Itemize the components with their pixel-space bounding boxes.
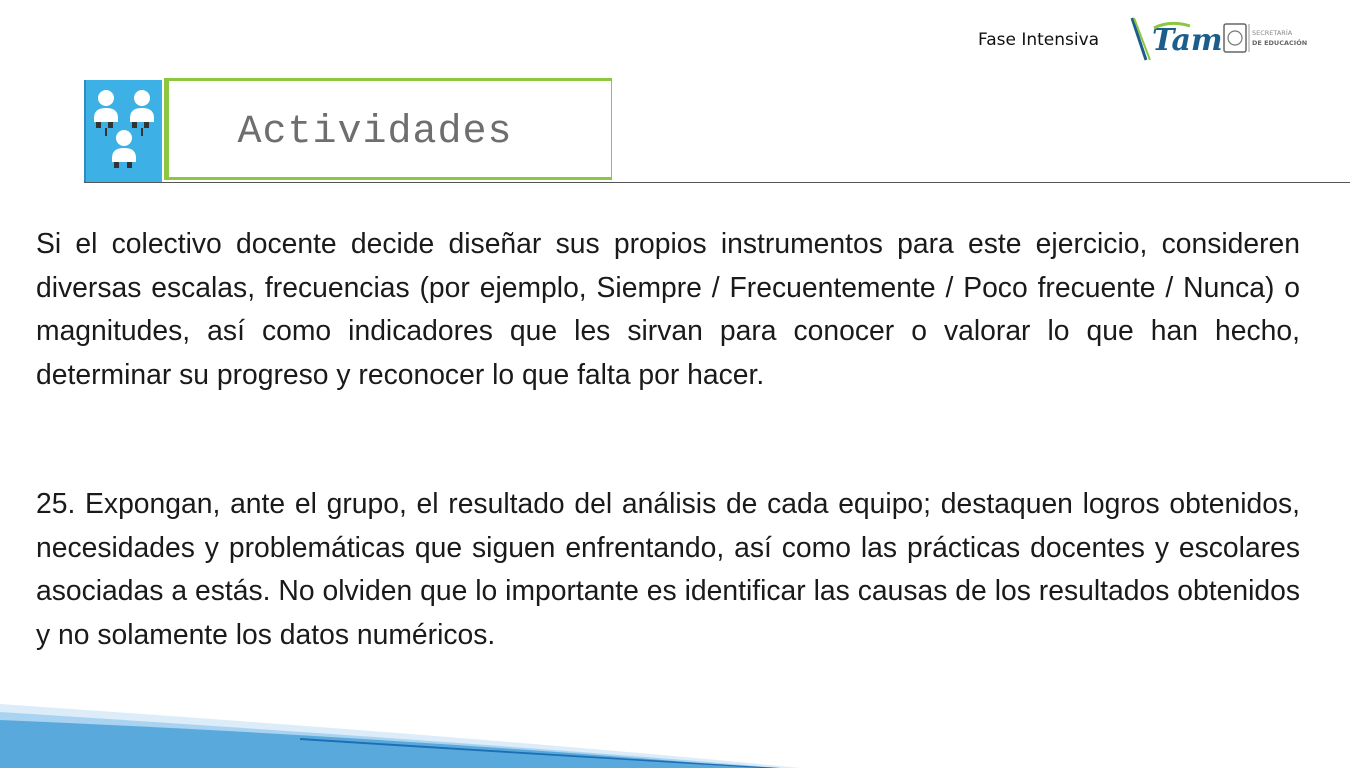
people-group-icon [86,80,162,182]
header-divider [84,182,1350,183]
tam-logo-icon [1130,14,1310,66]
people-group-icon-box [84,80,162,182]
phase-label: Fase Intensiva [978,30,1100,50]
section-title-inner [169,81,611,177]
section-title: Actividades [237,109,513,155]
header-logos [1130,14,1310,66]
section-title-box [164,78,612,180]
secretaria-line-2: DE EDUCACIÓN [1252,39,1308,47]
tam-logo-text: Tam [1152,23,1223,58]
paragraph-instruments: Si el colectivo docente decide diseñar sus propios instrumentos para este ejercicio, consideren diversas escalas, frecuencias (por ejemplo, Siempre / Frecuentemente / Poco frecuente / Nunca) o magnitudes, así como indicadores que les sirvan para conocer o valorar lo que han hecho, determinar su progreso y reconocer lo que falta por hacer. [36,227,1300,390]
bottom-swoosh-decoration [0,700,800,768]
paragraph-activity-25: 25. Expongan, ante el grupo, el resultado del análisis de cada equipo; destaquen logros obtenidos, necesidades y problemáticas que siguen enfrentando, así como las prácticas docentes y escolares asociadas a estás. No olviden que lo importante es identificar las causas de los resultados obtenidos y no solamente los datos numéricos. [36,487,1300,650]
secretaria-line-1: SECRETARÍA [1252,29,1293,37]
